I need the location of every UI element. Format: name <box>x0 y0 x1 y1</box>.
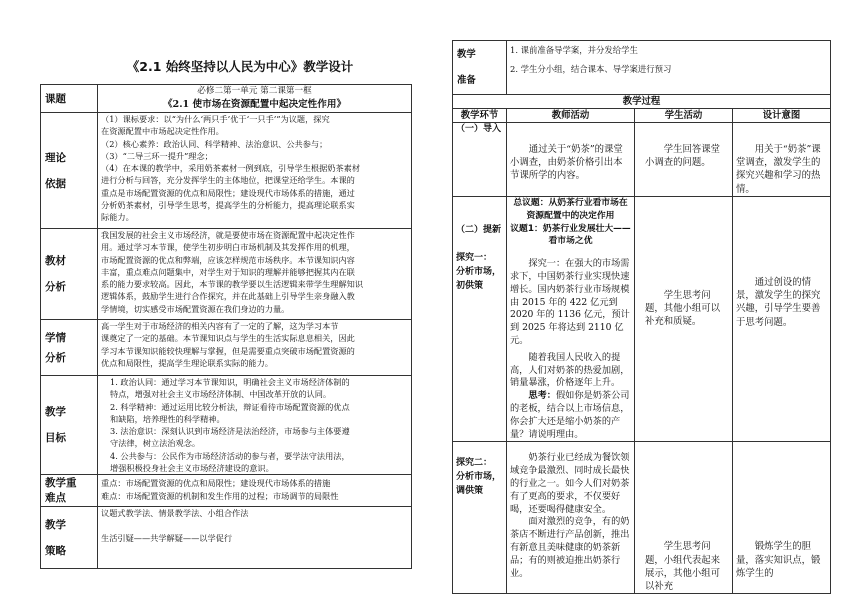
stage-explore2-3: 调供策 <box>456 486 484 497</box>
stage-intro: （一）导入 <box>453 123 507 197</box>
goals-line: 2. 科学精神：通过运用比较分析法，辩证看待市场配置资源的优点 <box>110 401 350 412</box>
topic-1: 议题1：奶茶行业发展壮大——看市场之优 <box>510 223 631 247</box>
lesson-design-table <box>40 84 412 569</box>
strategy-label-1: 教学 <box>45 518 66 531</box>
row-headers <box>453 109 831 123</box>
material-line: 学情境，切实感受市场配置资源在我们身边的力量。 <box>101 303 290 314</box>
prep-label <box>453 41 507 95</box>
stage-explore2-1: 探究二： <box>456 458 493 469</box>
teacher-intro-text: 通过关于“奶茶”的课堂小调查，由奶茶价格引出本节课所学的内容。 <box>510 144 623 182</box>
explore1-paragraph-1: 探究一：在强大的市场需求下，中国奶茶行业实现快速增长。国内奶茶行业市场规模由 2015 年的 422 亿元到 2020 年的 1136 亿元，预计到 2025 年将达到 2110 亿元。 <box>510 258 630 346</box>
goals-line: 1. 政治认同：通过学习本节课知识，明确社会主义市场经济体制的 <box>110 377 350 387</box>
students-body <box>98 320 412 376</box>
goals-line: 3. 法治意识：深刻认识到市场经济是法治经济，市场参与主体要遵 <box>110 426 350 437</box>
row-intro <box>453 123 831 197</box>
row-keypoints <box>41 475 412 507</box>
think-text: 假如你是奶茶公司的老板，结合以上市场信息，你会扩大还是缩小奶茶的产量？请说明理由。 <box>510 390 630 440</box>
keypoints-label-2: 难点 <box>45 491 66 504</box>
process-table <box>452 40 831 594</box>
explore1-paragraph-2: 随着我国人民收入的提高，人们对奶茶的热爱加剧，销量暴涨，价格逐年上升。 <box>510 351 630 389</box>
students-label-2: 分析 <box>45 351 66 364</box>
row-material <box>41 229 412 320</box>
row-explore1 <box>453 197 831 442</box>
keypoints-label <box>41 475 98 507</box>
theory-label <box>41 113 98 229</box>
student-intro-text: 学生回答课堂小调查的问题。 <box>645 144 721 169</box>
material-body <box>98 229 412 320</box>
process-title: 教学过程 <box>453 95 831 109</box>
goals-body <box>98 376 412 475</box>
row-process-title <box>453 95 831 109</box>
think-paragraph <box>510 390 631 441</box>
goals-line: 增强积极投身社会主义市场经济建设的意识。 <box>110 463 274 474</box>
header-student: 学生活动 <box>635 109 733 123</box>
theory-line: 在资源配置中市场起决定性作用。 <box>101 126 224 137</box>
students-line: 优点和局限性，提高学生理论联系实际的能力。 <box>101 357 273 368</box>
keypoints-body <box>98 475 412 507</box>
intent-intro-text: 用关于“奶茶”课堂调查，激发学生的探究兴趣和学习的热情。 <box>736 144 821 195</box>
strategy-label <box>41 507 98 569</box>
theory-line: （1）课标要求：以“为什么‘两只手’优于‘一只手’”为议题，探究 <box>101 114 330 124</box>
stage-explore1-2: 分析市场， <box>456 267 502 277</box>
material-line: 逻辑体系，鼓励学生进行合作探究，并在此基础上引导学生亲身融入教 <box>101 291 355 302</box>
row-goals <box>41 376 412 475</box>
row-students <box>41 320 412 376</box>
intent-explore1 <box>733 197 831 442</box>
prep-line-1: 1. 课前准备导学案，并分发给学生 <box>510 45 638 55</box>
theory-label-2: 依据 <box>45 177 66 190</box>
goals-line: 和缺陷，培养理性的科学精神。 <box>110 413 225 424</box>
header-stage: 教学环节 <box>453 109 507 123</box>
goals-label-1: 教学 <box>45 406 66 419</box>
stage-explore1-3: 初供策 <box>456 281 484 291</box>
stage-explore2 <box>453 442 507 594</box>
student-explore2 <box>635 442 733 594</box>
students-line: 课奠定了一定的基础。本节课知识点与学生的生活实际息息相关，因此 <box>101 333 355 344</box>
prep-line-2: 2. 学生分小组，结合课本、导学案进行预习 <box>510 64 672 74</box>
theory-line: 际能力。 <box>101 212 134 223</box>
row-theory <box>41 113 412 229</box>
topic-cell <box>98 85 412 113</box>
page-title: 《2.1 始终坚持以人民为中心》教学设计 <box>126 59 354 74</box>
material-label <box>41 229 98 320</box>
theory-line: 分析奶茶素材，引导学生思考，提高学生的分析能力，提高理论联系实 <box>101 200 355 211</box>
student-intro <box>635 123 733 197</box>
goals-line: 4. 公共参与：公民作为市场经济活动的参与者，要学法守法用法， <box>110 450 350 461</box>
strategy-line-2: 生活引疑——共学解疑——以学促行 <box>101 532 233 543</box>
prep-label-2: 准备 <box>457 74 476 86</box>
students-label-1: 学情 <box>45 331 66 344</box>
stage-explore1 <box>453 197 507 442</box>
total-topic: 总议题：从奶茶行业看市场在资源配置中的决定作用 <box>513 198 628 221</box>
teacher-explore1 <box>507 197 635 442</box>
header-teacher: 教师活动 <box>507 109 635 123</box>
theory-line: （4）在本课的教学中，采用奶茶素材一例到底，引导学生根据奶茶素材 <box>101 163 361 174</box>
strategy-body <box>98 507 412 569</box>
theory-line: （2）核心素养：政治认同、科学精神、法治意识、公共参与； <box>101 138 328 149</box>
students-label <box>41 320 98 376</box>
topic-label: 课题 <box>41 85 98 113</box>
stage-new: （二）提新 <box>456 225 502 235</box>
stage-explore2-2: 分析市场， <box>456 472 502 483</box>
row-explore2 <box>453 442 831 594</box>
intent-explore1-text: 通过创设的情景，激发学生的探究兴趣，引导学生要善于思考问题。 <box>736 277 821 328</box>
material-line: 用。通过学习本节课，使学生初步明白市场机制及其发挥作用的机理， <box>101 242 355 253</box>
goals-line: 特点，增强对社会主义市场经济体制、中国改革开放的认同。 <box>110 389 332 400</box>
material-label-2: 分析 <box>45 281 66 293</box>
material-line: 丰富，重点难点问题集中，对学生对于知识的理解并能够把握其内在联 <box>101 266 355 277</box>
teacher-intro <box>507 123 635 197</box>
think-label: 思考： <box>528 390 556 402</box>
row-prep <box>453 41 831 95</box>
student-explore2-text: 学生思考问题，小组代表起来展示，其他小组可以补充 <box>645 541 721 592</box>
prep-label-1: 教学 <box>457 48 476 60</box>
intent-intro <box>733 123 831 197</box>
theory-body <box>98 113 412 229</box>
theory-line: 进行分析与回答，充分发挥学生的主体地位，把课堂还给学生。本课的 <box>101 175 355 186</box>
material-line: 系的能力要求较高。因此，本节课的教学要以生活逻辑来带学生理解知识 <box>101 279 364 290</box>
strategy-label-2: 策略 <box>45 544 66 557</box>
row-strategy <box>41 507 412 569</box>
keypoints-line: 重点：市场配置资源的优点和局限性；建设现代市场体系的措施 <box>101 478 331 489</box>
stage-explore1-1: 探究一： <box>456 253 493 263</box>
theory-line: 重点是市场配置资源的优点和局限性；建设现代市场体系的措施，通过 <box>101 187 355 198</box>
students-line: 学习本节课知识能较快理解与掌握，但是需要重点突破市场配置资源的 <box>101 345 355 356</box>
goals-label <box>41 376 98 475</box>
keypoints-line: 难点：市场配置资源的机制和发生作用的过程；市场调节的局限性 <box>101 490 339 501</box>
material-line: 市场配置资源的优点和弊端，应该怎样规范市场秩序。本节课知识内容 <box>101 254 355 265</box>
material-line: 我国发展的社会主义市场经济，就是要使市场在资源配置中起决定性作 <box>101 230 355 240</box>
theory-label-1: 理论 <box>45 151 66 164</box>
material-label-1: 教材 <box>45 255 66 267</box>
intent-explore2 <box>733 442 831 594</box>
teacher-explore2 <box>507 442 635 594</box>
strategy-line-1: 议题式教学法、情景教学法、小组合作法 <box>101 508 249 519</box>
students-line: 高一学生对于市场经济的相关内容有了一定的了解，这为学习本节 <box>101 321 339 331</box>
row-topic <box>41 85 412 113</box>
unit-text: 必修二第一单元 第二课第一框 <box>197 86 312 96</box>
theory-line: （3）“二导三环一提升”理念； <box>101 150 213 161</box>
lesson-title: 《2.1 使市场在资源配置中起决定性作用》 <box>162 99 347 110</box>
student-explore1-text: 学生思考问题，其他小组可以补充和质疑。 <box>645 290 721 328</box>
explore2-paragraph-2: 面对激烈的竞争，有的奶茶店不断进行产品创新，推出有新意且美味健康的奶茶新品；有的则被迫推出奶茶行业。 <box>510 516 630 579</box>
header-intent: 设计意图 <box>733 109 831 123</box>
goals-label-2: 目标 <box>45 432 66 445</box>
explore2-paragraph-1: 奶茶行业已经成为餐饮领域竞争最激烈、同时成长最快的行业之一。如今人们对奶茶有了更高的要求，不仅要好喝，还要喝得健康安全。 <box>510 452 630 515</box>
keypoints-label-1: 教学重 <box>45 476 77 489</box>
intent-explore2-text: 锻炼学生的胆量，落实知识点，锻炼学生的 <box>736 541 821 579</box>
prep-body <box>507 41 831 95</box>
student-explore1 <box>635 197 733 442</box>
goals-line: 守法律，树立法治观念。 <box>110 438 201 449</box>
